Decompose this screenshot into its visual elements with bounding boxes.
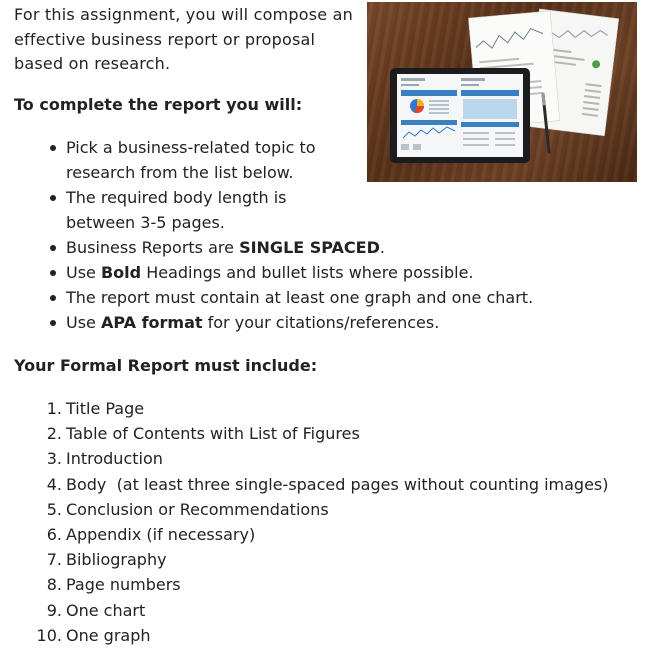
section-heading-must-include: Your Formal Report must include:	[14, 356, 318, 375]
list-item: 5. Conclusion or Recommendations	[0, 497, 609, 522]
list-number: 8.	[46, 575, 62, 595]
list-item: 3. Introduction	[0, 446, 609, 471]
list-number: 10.	[36, 625, 62, 645]
list-number: 2.	[46, 424, 62, 444]
list-number: 1.	[46, 399, 62, 418]
requirements-bullet-list	[0, 135, 658, 335]
list-item: 6. Appendix (if necessary)	[0, 522, 609, 547]
section-heading-complete: To complete the report you will:	[14, 95, 303, 114]
list-number: 6.	[46, 524, 62, 544]
emphasis-text: SINGLE SPACED	[239, 238, 380, 257]
list-item: Pick a business-related topic to research from the list below.	[66, 135, 356, 185]
list-item: 2. Table of Contents with List of Figures	[0, 421, 609, 446]
list-number: 4.	[46, 474, 62, 494]
intro-paragraph	[14, 3, 364, 77]
list-number: 9.	[46, 600, 62, 620]
emphasis-text: Bold	[100, 263, 142, 282]
list-item: Business Reports are SINGLE SPACED.	[66, 235, 658, 260]
required-sections-list	[0, 396, 609, 648]
list-item: The required body length is between 3-5 pages.	[66, 185, 356, 235]
list-item: 10. One graph	[0, 623, 609, 648]
list-number: 5.	[46, 499, 62, 519]
list-item: The report must contain at least one graph and one chart.	[66, 285, 658, 310]
emphasis-text: APA format	[100, 313, 203, 332]
list-number: 3.	[46, 449, 62, 469]
list-item: 9. One chart	[0, 598, 609, 623]
intro-text: For this assignment, you will compose an effective business report or proposal based on research.	[14, 5, 353, 73]
list-item: 4. Body (at least three single-spaced pages without counting images)	[0, 472, 609, 497]
list-item: Use APA format for your citations/references.	[66, 310, 658, 335]
list-item: 1. Title Page	[0, 396, 609, 421]
list-item: 7. Bibliography	[0, 547, 609, 572]
list-number: 7.	[46, 550, 62, 570]
list-item: Use Bold Headings and bullet lists where possible.	[66, 260, 658, 285]
list-item: 8. Page numbers	[0, 572, 609, 597]
